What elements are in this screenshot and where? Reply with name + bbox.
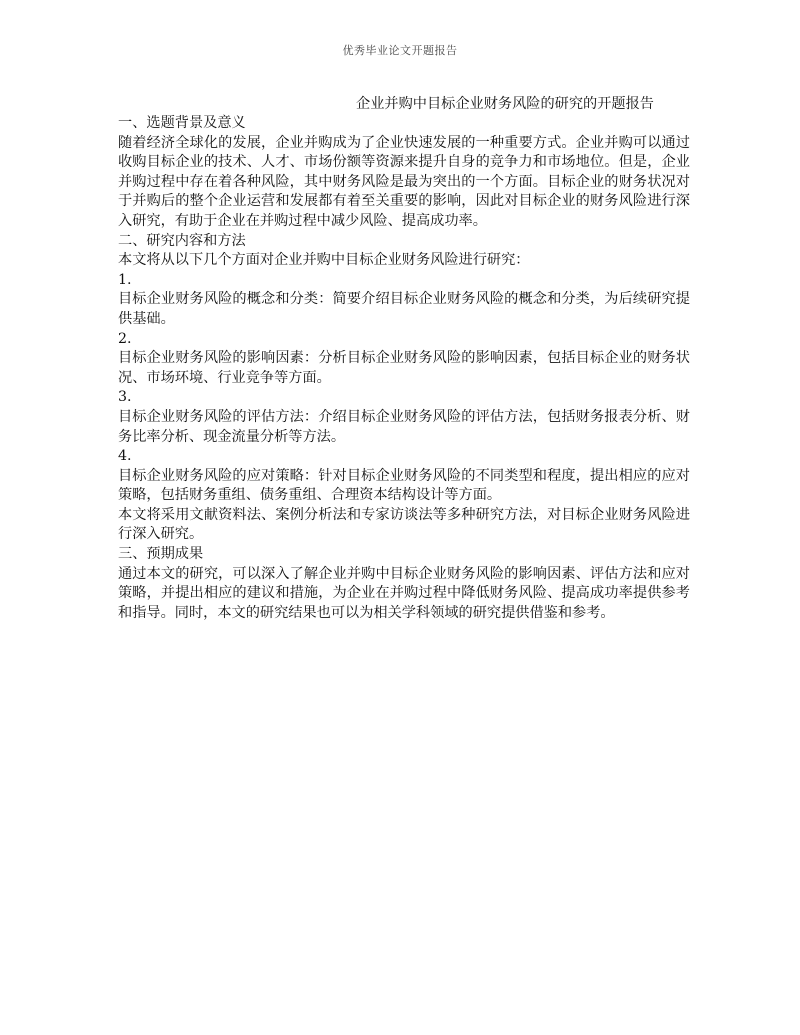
list-item-text: 目标企业财务风险的评估方法：介绍目标企业财务风险的评估方法，包括财务报表分析、财务比率分析、现金流量分析等方法。: [118, 408, 690, 445]
list-item-text: 目标企业财务风险的应对策略：针对目标企业财务风险的不同类型和程度，提出相应的应对策略，包括财务重组、债务重组、合理资本结构设计等方面。: [118, 467, 690, 504]
list-item-number: 4.: [118, 448, 132, 465]
list-item-number: 1.: [118, 271, 132, 288]
list-item-number: 3.: [118, 389, 132, 406]
list-item-text: 目标企业财务风险的概念和分类：简要介绍目标企业财务风险的概念和分类，为后续研究提供基础。: [118, 291, 690, 327]
page-header: 优秀毕业论文开题报告: [342, 44, 458, 57]
section-heading-expected-results: 三、预期成果: [118, 546, 204, 563]
section-heading-content-methods: 二、研究内容和方法: [118, 232, 246, 249]
list-item-number: 2.: [118, 330, 132, 347]
expected-results-paragraph: 通过本文的研究，可以深入了解企业并购中目标企业财务风险的影响因素、评估方法和应对策略，并提出相应的建议和措施，为企业在并购过程中降低财务风险、提高成功率提供参考和指导。同时，本文的研究结果也可以为相关学科领域的研究提供借鉴和参考。: [118, 565, 690, 621]
content-intro-paragraph: 本文将从以下几个方面对企业并购中目标企业财务风险进行研究：: [118, 252, 530, 269]
section-heading-background: 一、选题背景及意义: [118, 115, 246, 131]
background-paragraph: 随着经济全球化的发展，企业并购成为了企业快速发展的一种重要方式。企业并购可以通过收购目标企业的技术、人才、市场份额等资源来提升自身的竞争力和市场地位。但是，企业并购过程中存在着各种风险，其中财务风险是最为突出的一个方面。目标企业的财务状况对于并购后的整个企业运营和发展都有着至关重要的影响，因此对目标企业的财务风险进行深入研究，有助于企业在并购过程中减少风险、提高成功率。: [118, 134, 690, 229]
document-title: 企业并购中目标企业财务风险的研究的开题报告: [356, 96, 654, 112]
document-body: [118, 94, 690, 623]
methods-paragraph: 本文将采用文献资料法、案例分析法和专家访谈法等多种研究方法，对目标企业财务风险进行深入研究。: [118, 506, 690, 543]
list-item-text: 目标企业财务风险的影响因素：分析目标企业财务风险的影响因素，包括目标企业的财务状况、市场环境、行业竞争等方面。: [118, 350, 690, 386]
